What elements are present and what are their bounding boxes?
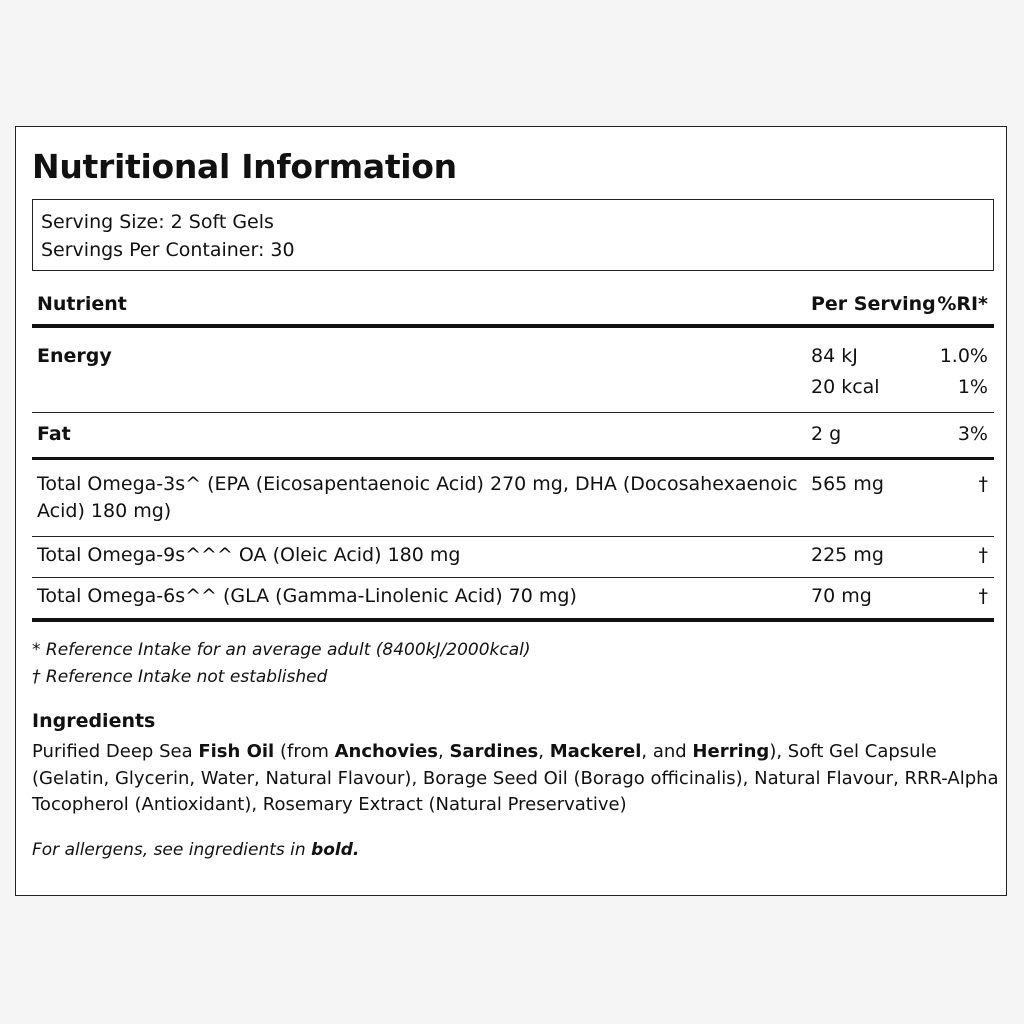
- ingredients-heading: Ingredients: [32, 710, 156, 732]
- nutrient-amount: 225 mg: [811, 544, 884, 566]
- ingredient-text-run: , and: [641, 741, 693, 762]
- allergen-ingredient: Sardines: [449, 741, 539, 762]
- nutrient-name: Total Omega-6s^^ (GLA (Gamma-Linolenic Acid) 70 mg): [37, 585, 577, 607]
- nutrient-amount: 565 mg: [811, 473, 884, 495]
- ingredient-text-run: ), Soft Gel Capsule (Gelatin, Glycerin, Water, Natural Flavour), Borage Seed Oil (Borago officinalis), Natural Flavour, RRR-Alpha Tocopherol (Antioxidant), Rosemary Extract (Natural Preservative): [32, 741, 999, 815]
- nutrient-ri: 3%: [957, 423, 988, 445]
- table-header: [32, 277, 994, 324]
- header-per-serving: Per Serving: [811, 293, 936, 315]
- table-row-omega-3: [32, 460, 994, 536]
- table-row-omega-6: [32, 578, 994, 618]
- allergen-ingredient: Anchovies: [334, 741, 439, 762]
- ingredient-text-run: Purified Deep Sea: [32, 741, 199, 762]
- serving-size: Serving Size: 2 Soft Gels: [41, 211, 274, 233]
- nutrient-amount: 84 kJ: [811, 345, 858, 367]
- table-row-energy-kcal: [32, 368, 994, 412]
- serving-info-box: [32, 199, 994, 271]
- nutrient-name: Energy: [37, 345, 112, 367]
- nutrition-table: [32, 277, 994, 622]
- table-row-omega-9: [32, 537, 994, 577]
- nutrient-ri: †: [978, 544, 988, 566]
- nutrient-name: Fat: [37, 423, 71, 445]
- nutrition-panel: [15, 126, 1007, 896]
- allergen-ingredient: Mackerel: [549, 741, 642, 762]
- nutrient-amount: 20 kcal: [811, 376, 880, 398]
- page-title: Nutritional Information: [32, 147, 457, 186]
- footnote-not-established: † Reference Intake not established: [32, 667, 328, 687]
- allergen-ingredient: Fish Oil: [198, 741, 275, 762]
- nutrient-amount: 70 mg: [811, 585, 872, 607]
- ingredient-text-run: (from: [274, 741, 335, 762]
- header-nutrient: Nutrient: [37, 293, 127, 315]
- servings-per-container: Servings Per Container: 30: [41, 239, 295, 261]
- ingredient-text-run: ,: [538, 741, 550, 762]
- table-row-fat: [32, 413, 994, 457]
- table-bottom-rule: [32, 618, 994, 622]
- nutrient-ri: 1.0%: [939, 345, 988, 367]
- allergen-ingredient: Herring: [692, 741, 770, 762]
- nutrient-ri: †: [978, 473, 988, 495]
- allergen-note: [32, 836, 359, 864]
- footnote-ri: * Reference Intake for an average adult (8400kJ/2000kcal): [32, 640, 531, 660]
- header-ri: %RI*: [937, 293, 988, 315]
- footnotes: [32, 637, 531, 691]
- ingredients-text: [32, 739, 1000, 819]
- nutrient-amount: 2 g: [811, 423, 842, 445]
- table-row-energy: [32, 328, 994, 368]
- ingredient-text-run: ,: [438, 741, 450, 762]
- nutrient-ri: †: [978, 585, 988, 607]
- nutrient-name: Total Omega-3s^ (EPA (Eicosapentaenoic Acid) 270 mg, DHA (Docosahexaenoic Acid) 180 mg): [37, 473, 798, 522]
- allergen-prefix: For allergens, see ingredients in: [32, 840, 312, 860]
- nutrient-name: Total Omega-9s^^^ OA (Oleic Acid) 180 mg: [37, 544, 461, 566]
- nutrient-ri: 1%: [957, 376, 988, 398]
- allergen-emphasis: bold.: [311, 840, 360, 860]
